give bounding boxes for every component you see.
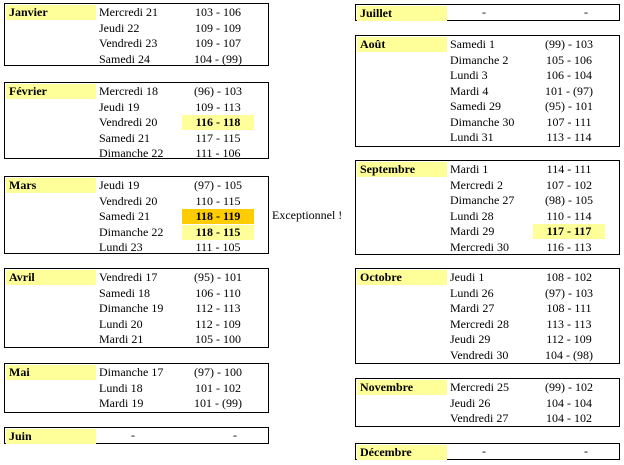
day-label: Dimanche 2 <box>450 52 509 67</box>
day-label: Lundi 28 <box>450 208 494 223</box>
empty-dash: - <box>584 5 588 19</box>
month-mai <box>4 363 269 413</box>
day-label: Mercredi 30 <box>450 239 509 254</box>
month-title: Mars <box>6 178 96 193</box>
score-value: 104 - 104 <box>546 395 592 410</box>
score-value: 105 - 106 <box>546 52 592 67</box>
score-value: 110 - 114 <box>546 208 592 223</box>
day-label: Jeudi 26 <box>450 395 491 410</box>
month-title: Septembre <box>357 162 447 177</box>
score-value: 104 - (98) <box>545 347 593 362</box>
day-label: Jeudi 1 <box>450 270 485 284</box>
day-label: Samedi 18 <box>99 285 150 300</box>
empty-dash: - <box>482 5 486 19</box>
score-value: 111 - 105 <box>195 240 241 254</box>
score-value: 113 - 114 <box>546 130 592 144</box>
score-value: (96) - 103 <box>194 84 242 98</box>
empty-dash: - <box>584 444 588 458</box>
score-value: 103 - 106 <box>195 5 241 19</box>
month-juin <box>4 427 269 444</box>
month-title: Janvier <box>6 5 96 20</box>
month-title: Juillet <box>357 6 447 21</box>
day-label: Samedi 24 <box>99 51 150 66</box>
day-label: Jeudi 22 <box>99 20 140 35</box>
day-label: Lundi 18 <box>99 380 143 395</box>
score-value: 104 - (99) <box>194 51 242 66</box>
day-label: Dimanche 17 <box>99 365 164 379</box>
day-label: Lundi 20 <box>99 316 143 331</box>
day-label: Mercredi 2 <box>450 177 503 192</box>
score-value: 109 - 107 <box>195 36 241 50</box>
day-label: Mardi 4 <box>450 83 489 98</box>
month-title: Novembre <box>357 380 447 395</box>
day-label: Jeudi 29 <box>450 332 491 346</box>
month-juillet <box>355 4 620 21</box>
month-decembre <box>355 443 620 460</box>
day-label: Dimanche 22 <box>99 224 164 239</box>
score-value: (99) - 103 <box>545 37 593 51</box>
month-septembre <box>355 160 620 255</box>
score-value: 114 - 111 <box>546 162 592 176</box>
day-label: Mercredi 28 <box>450 316 509 331</box>
day-label: Vendredi 17 <box>99 270 158 284</box>
score-value: 113 - 113 <box>546 316 592 331</box>
day-label: Vendredi 20 <box>99 193 158 208</box>
score-value: 112 - 109 <box>195 316 241 331</box>
month-title: Décembre <box>357 445 447 460</box>
day-label: Samedi 1 <box>450 37 495 51</box>
exceptionnel-note: Exceptionnel ! <box>272 208 343 222</box>
day-label: Mercredi 21 <box>99 5 158 19</box>
month-title: Août <box>357 37 447 52</box>
empty-dash: - <box>482 444 486 458</box>
score-value: 105 - 100 <box>195 332 241 346</box>
score-value: 107 - 102 <box>546 177 592 192</box>
day-label: Vendredi 20 <box>99 115 158 129</box>
day-label: Mercredi 25 <box>450 380 509 394</box>
day-label: Mercredi 18 <box>99 84 158 98</box>
score-value: 108 - 102 <box>546 270 592 284</box>
day-label: Lundi 3 <box>450 68 488 82</box>
day-label: Jeudi 19 <box>99 178 140 192</box>
score-value: 108 - 111 <box>546 301 592 315</box>
day-label: Lundi 31 <box>450 130 494 144</box>
day-label: Mardi 21 <box>99 332 144 346</box>
score-value: (99) - 102 <box>545 380 593 394</box>
score-value: (97) - 103 <box>545 285 593 300</box>
month-title: Mai <box>6 365 96 380</box>
score-value: (97) - 100 <box>194 365 242 379</box>
score-value: 112 - 109 <box>546 332 592 346</box>
month-fevrier <box>4 82 269 159</box>
day-label: Dimanche 22 <box>99 146 164 160</box>
day-label: Mardi 29 <box>450 224 495 238</box>
month-octobre <box>355 268 620 364</box>
day-label: Lundi 26 <box>450 285 494 300</box>
score-value: 107 - 111 <box>546 114 592 129</box>
empty-dash: - <box>233 428 237 442</box>
month-janvier <box>4 3 269 66</box>
day-label: Jeudi 19 <box>99 99 140 114</box>
day-label: Samedi 29 <box>450 99 501 113</box>
month-title: Avril <box>6 270 96 285</box>
score-value: 117 - 115 <box>195 130 241 145</box>
score-value: 110 - 115 <box>195 193 241 208</box>
day-label: Samedi 21 <box>99 209 150 223</box>
day-label: Vendredi 23 <box>99 36 158 50</box>
score-value: (95) - 101 <box>194 270 242 284</box>
score-value: (95) - 101 <box>545 99 593 113</box>
day-label: Samedi 21 <box>99 130 150 145</box>
month-title: Février <box>6 84 96 99</box>
month-title: Octobre <box>357 270 447 285</box>
score-value: 112 - 113 <box>195 301 241 315</box>
day-label: Mardi 27 <box>450 301 495 315</box>
score-value: 104 - 102 <box>546 411 592 425</box>
score-value: 101 - 102 <box>195 380 241 395</box>
day-label: Vendredi 30 <box>450 347 509 362</box>
score-value: (97) - 105 <box>194 178 242 192</box>
day-label: Vendredi 27 <box>450 411 509 425</box>
month-avril <box>4 268 269 348</box>
month-novembre <box>355 378 620 427</box>
month-title: Juin <box>6 429 96 444</box>
score-value: 101 - (99) <box>194 396 242 410</box>
score-highlighted: 116 - 118 <box>182 115 254 130</box>
day-label: Dimanche 30 <box>450 114 515 129</box>
empty-dash: - <box>131 428 135 442</box>
score-value: 101 - (97) <box>545 83 593 98</box>
day-label: Mardi 1 <box>450 162 489 176</box>
score-value: 106 - 104 <box>546 68 592 82</box>
day-label: Lundi 23 <box>99 240 143 254</box>
score-value: (98) - 105 <box>545 193 593 207</box>
score-highlighted: 118 - 115 <box>182 225 254 240</box>
month-mars <box>4 176 269 254</box>
score-value: 116 - 113 <box>546 239 592 254</box>
score-value: 111 - 106 <box>195 146 241 160</box>
score-value: 109 - 113 <box>195 99 241 114</box>
score-value: 109 - 109 <box>195 20 241 35</box>
day-label: Mardi 19 <box>99 396 144 410</box>
day-label: Dimanche 27 <box>450 193 515 207</box>
score-highlighted: 118 - 119 <box>182 209 254 224</box>
day-label: Dimanche 19 <box>99 301 164 315</box>
score-value: 106 - 110 <box>195 285 241 300</box>
score-highlighted: 117 - 117 <box>533 224 605 239</box>
month-aout <box>355 35 620 147</box>
